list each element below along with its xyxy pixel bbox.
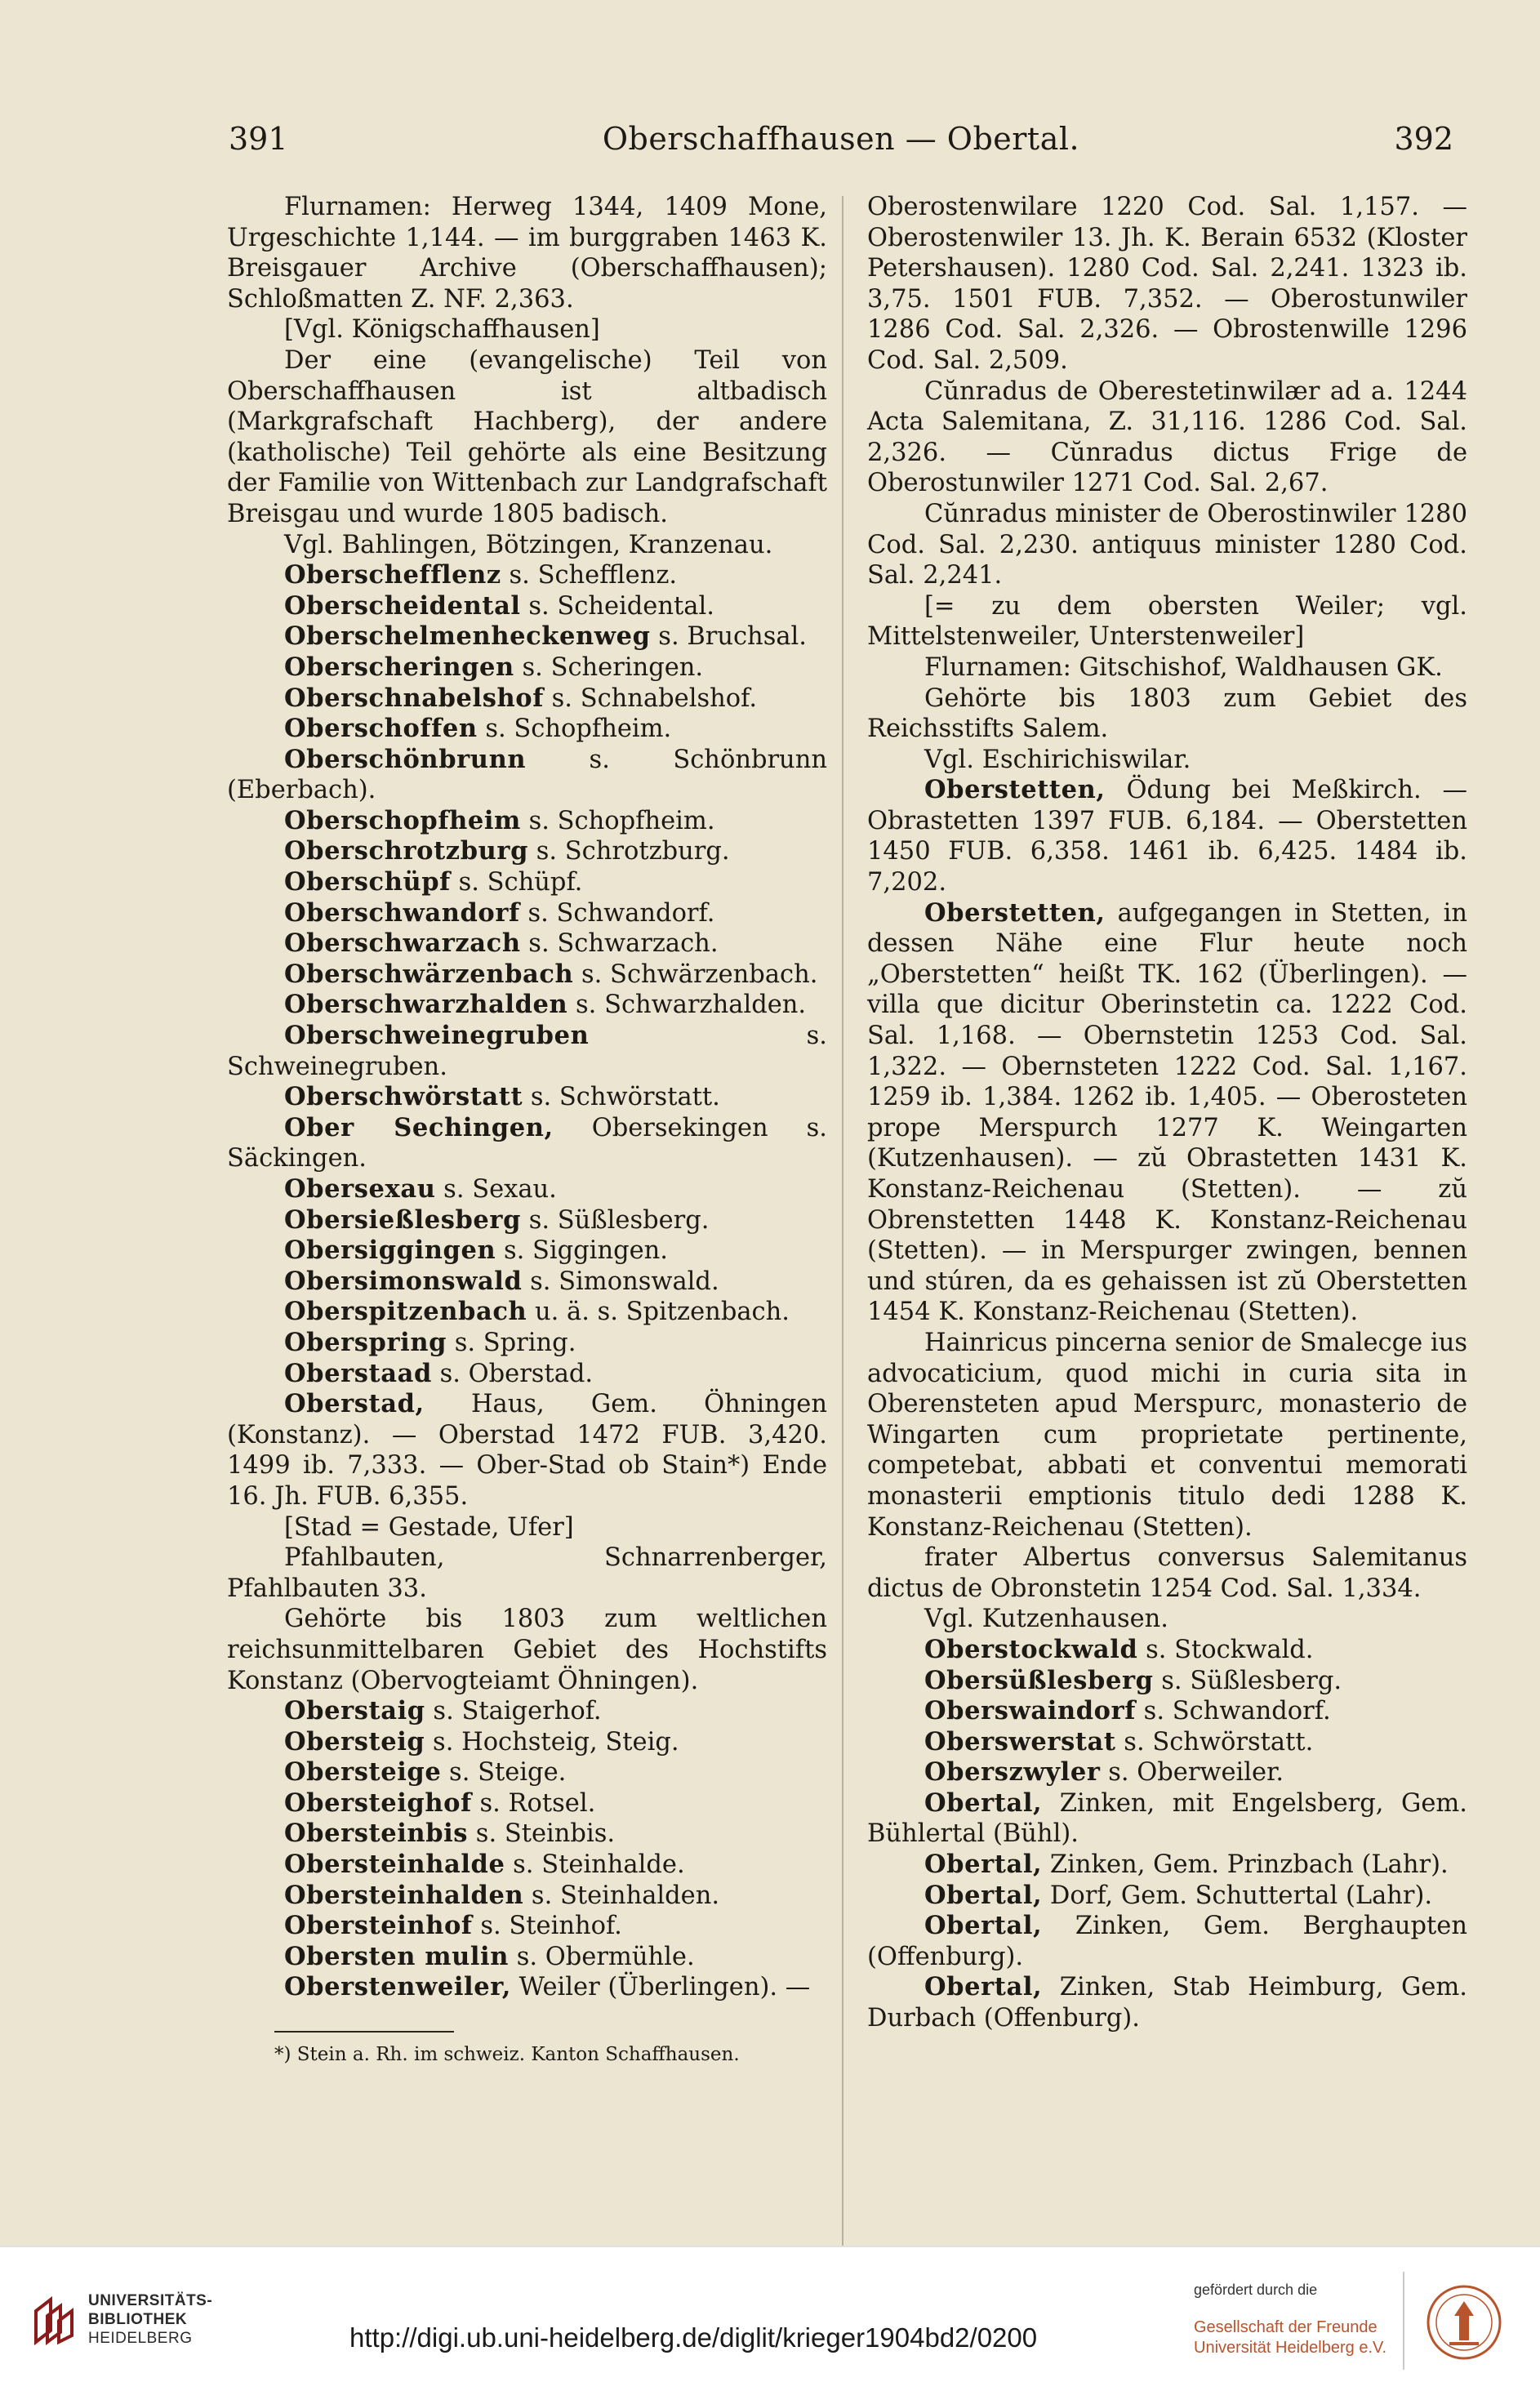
crossref-entry	[227, 1911, 827, 1942]
right-crossref-list	[867, 1635, 1467, 2034]
crossref-target: s. Schweinegruben.	[227, 1022, 827, 1081]
crossref-entry	[227, 1021, 827, 1082]
headword: Obersteinhalde	[284, 1850, 505, 1880]
crossref-target: s. Schnabelshof.	[543, 683, 758, 713]
crossref-target: s. Siggingen.	[496, 1236, 668, 1266]
headword: Oberstetten,	[924, 897, 1106, 928]
crossref-entry	[227, 1727, 827, 1758]
headword: Obertal,	[924, 1911, 1043, 1941]
crossref-target: s. Staigerhof.	[425, 1697, 602, 1726]
cunradus-paragraph-2: Cŭnradus minister de Oberostinwiler 1280 Cod. Sal. 2,230. antiquus minister 1280 Cod. Sal. 2,241.	[867, 499, 1467, 590]
crossref-entry	[227, 1359, 827, 1390]
crossref-target: s. Stockwald.	[1137, 1635, 1314, 1664]
crossref-target: s. Schüpf.	[450, 868, 583, 897]
crossref-target: s. Schefflenz.	[501, 561, 678, 590]
crossref-entry	[227, 1972, 827, 2003]
headword: Obersteinbis	[284, 1819, 469, 1849]
crossref-target: s. Schwärzenbach.	[573, 960, 818, 989]
vgl-kutzenhausen: Vgl. Kutzenhausen.	[924, 1605, 1168, 1634]
entry-oberstetten-1	[867, 775, 1467, 897]
crossref-target: s. Schwörstatt.	[1115, 1727, 1314, 1757]
university-seal-icon	[1425, 2283, 1503, 2362]
headword: Obertal,	[924, 1880, 1043, 1910]
crossref-entry	[867, 1850, 1467, 1881]
hainricus-paragraph: Hainricus pincerna senior de Smalecge ius advocaticium, quod michi in curia sita in Oberensteten apud Merspurc, monasterio de Wingarten cum proprietate pertinente, competebat, abbati et conventui memorati monasterii emptionis titulo dedi 1288 K. Konstanz-Reichenau (Stetten).	[867, 1328, 1467, 1542]
entry-oberstetten-2	[867, 898, 1467, 1328]
crossref-entry	[227, 652, 827, 683]
headword: Obersüßlesberg	[924, 1665, 1154, 1695]
crossref-target: s. Schönbrunn (Eberbach).	[227, 745, 827, 805]
crossref-target: s. Steinbis.	[468, 1819, 616, 1849]
crossref-entry	[227, 1881, 827, 1912]
crossref-target: s. Simonswald.	[522, 1267, 719, 1296]
crossref-entry	[227, 1942, 827, 1973]
crossref-entry	[867, 1666, 1467, 1697]
crossref-target: s. Schopfheim.	[520, 806, 715, 835]
headword: Oberschwärzenbach	[284, 959, 574, 989]
crossref-target: s. Oberweiler.	[1100, 1758, 1284, 1788]
crossref-entry	[227, 714, 827, 745]
headword: Oberschoffen	[284, 714, 478, 744]
headword: Oberspitzenbach	[284, 1297, 527, 1327]
crossref-target: s. Obermühle.	[509, 1942, 695, 1971]
crossref-entry	[227, 1696, 827, 1727]
vgl-bahlingen: Vgl. Bahlingen, Bötzingen, Kranzenau.	[284, 530, 773, 559]
vgl-koenigschaffhausen: [Vgl. Königschaffhausen]	[284, 315, 600, 345]
crossref-target: Dorf, Gem. Schuttertal (Lahr).	[1042, 1881, 1433, 1910]
left-column	[227, 192, 827, 2067]
viewer-footer	[0, 2246, 1540, 2391]
crossref-entry	[227, 1850, 827, 1881]
footer-divider	[1403, 2272, 1404, 2370]
flurnamen-paragraph-2: Flurnamen: Gitschishof, Waldhausen GK.	[924, 652, 1443, 682]
permalink-url[interactable]: http://digi.ub.uni-heidelberg.de/diglit/krieger1904bd2/0200	[349, 2322, 1038, 2353]
crossref-entry	[227, 591, 827, 622]
crossref-target: s. Schwandorf.	[519, 898, 715, 928]
sponsor-name-line-1: Gesellschaft der Freunde	[1194, 2318, 1378, 2336]
left-crossref-list	[227, 560, 827, 1389]
headword: Obersießlesberg	[284, 1204, 521, 1235]
sponsor-note: gefördert durch die	[1194, 2282, 1318, 2298]
crossref-target: s. Steinhalden.	[523, 1881, 720, 1910]
headword: Obersteinhalden	[284, 1880, 524, 1910]
headword: Oberspring	[284, 1327, 447, 1357]
etymology-note: [= zu dem obersten Weiler; vgl. Mittelstenweiler, Unterstenweiler]	[867, 591, 1467, 652]
headword: Obersiggingen	[284, 1236, 496, 1266]
crossref-target: s. Sexau.	[435, 1175, 557, 1204]
flurnamen-paragraph: Flurnamen: Herweg 1344, 1409 Mone, Urgeschichte 1,144. — im burggraben 1463 K. Breisgauer Archive (Oberschaffhausen); Schloßmatten Z. NF. 2,363.	[227, 193, 827, 314]
headword: Oberschopfheim	[284, 805, 521, 835]
crossref-entry	[867, 1727, 1467, 1758]
university-library-logo-icon	[33, 2296, 75, 2345]
crossref-entry	[867, 1696, 1467, 1727]
crossref-entry	[867, 1911, 1467, 1972]
running-head	[229, 114, 1453, 163]
headword: Oberschüpf	[284, 867, 451, 897]
sponsor-name	[1194, 2318, 1406, 2358]
headword: Oberschelmenheckenweg	[284, 621, 651, 652]
crossref-entry	[227, 928, 827, 960]
headword: Oberstockwald	[924, 1634, 1138, 1664]
crossref-entry	[227, 1236, 827, 1267]
headword: Oberschnabelshof	[284, 683, 544, 713]
headword: Oberscheringen	[284, 652, 514, 682]
crossref-target: Zinken, mit Engelsberg, Gem. Bühlertal (Bühl).	[867, 1788, 1467, 1849]
crossref-entry	[227, 806, 827, 837]
crossref-entry	[227, 683, 827, 715]
headword: Oberschwarzhalden	[284, 990, 568, 1020]
crossref-target: s. Oberstad.	[431, 1359, 594, 1388]
crossref-target: s. Steinhalde.	[505, 1850, 685, 1880]
crossref-target: s. Scheidental.	[520, 591, 714, 621]
crossref-entry	[867, 1972, 1467, 2033]
headword: Oberschönbrunn	[284, 744, 527, 774]
crossref-entry	[227, 1267, 827, 1298]
vgl-eschirichiswilar: Vgl. Eschirichiswilar.	[924, 745, 1191, 774]
stad-gestade-note: [Stad = Gestade, Ufer]	[284, 1512, 574, 1542]
crossref-target: s. Süßlesberg.	[1153, 1666, 1342, 1695]
headword: Obersteige	[284, 1757, 442, 1788]
headword: Oberschwandorf	[284, 897, 520, 928]
headword: Oberschwörstatt	[284, 1082, 523, 1112]
crossref-entry	[867, 1635, 1467, 1666]
headword: Oberschefflenz	[284, 560, 501, 590]
crossref-entry	[227, 745, 827, 806]
crossref-target: s. Süßlesberg.	[521, 1205, 710, 1235]
headword: Oberszwyler	[924, 1757, 1101, 1788]
headword: Obersteighof	[284, 1788, 472, 1818]
crossref-entry	[867, 1757, 1467, 1788]
crossref-target: s. Steige.	[441, 1758, 567, 1788]
oberstenweiler-continuation: Oberostenwilare 1220 Cod. Sal. 1,157. — Oberostenwiler 13. Jh. K. Berain 6532 (Kloster Petershausen). 1280 Cod. Sal. 2,241. 1323 ib. 3,75. 1501 FUB. 7,352. — Oberostunwiler 1286 Cod. Sal. 2,326. — Obrostenwille 1296 Cod. Sal. 2,509.	[867, 193, 1467, 375]
crossref-entry	[227, 1174, 827, 1205]
crossref-target: s. Schwarzhalden.	[567, 991, 807, 1020]
entry-text: aufgegangen in Stetten, in dessen Nähe eine Flur heute noch „Oberstetten“ heißt TK. 162 (Überlingen). — villa que dicitur Oberinstetin ca. 1222 Cod. Sal. 1,168. — Obernstetin 1253 Cod. Sal. 1,322. — Obernsteten 1222 Cod. Sal. 1,167. 1259 ib. 1,384. 1262 ib. 1,405. — Oberosteten prope Merspurch 1277 K. Weingarten (Kutzenhausen). — zŭ Obrastetten 1431 K. Konstanz-Reichenau (Stetten). — zŭ Obrenstetten 1448 K. Konstanz-Reichenau (Stetten). — in Merspurger zwingen, bennen und stúren, da es gehaissen ist zŭ Oberstetten 1454 K. Konstanz-Reichenau (Stetten).	[867, 898, 1467, 1327]
running-title: Oberschaffhausen — Obertal.	[602, 121, 1080, 157]
headword: Obersten mulin	[284, 1941, 510, 1971]
headword: Oberstaad	[284, 1358, 432, 1388]
headword: Oberswaindorf	[924, 1696, 1136, 1726]
crossref-entry	[227, 1819, 827, 1850]
library-name-line-3: HEIDELBERG	[88, 2330, 193, 2347]
crossref-entry	[227, 1328, 827, 1359]
crossref-target: s. Schopfheim.	[477, 715, 672, 744]
crossref-target: s. Schwörstatt.	[523, 1083, 720, 1112]
headword: Ober Sechingen,	[284, 1112, 554, 1142]
crossref-target: s. Steinhof.	[472, 1912, 622, 1941]
headword: Oberschwarzach	[284, 928, 521, 959]
crossref-target: s. Schwandorf.	[1135, 1697, 1331, 1726]
headword: Oberstetten,	[924, 775, 1106, 805]
entry-text: Haus, Gem. Öhningen (Konstanz). — Oberstad 1472 FUB. 3,420. 1499 ib. 7,333. — Ober-Stad ob Stain*) Ende 16. Jh. FUB. 6,355.	[227, 1390, 827, 1511]
headword: Obertal,	[924, 1788, 1043, 1818]
crossref-entry	[227, 960, 827, 991]
cunradus-paragraph-1: Cŭnradus de Oberestetinwilær ad a. 1244 Acta Salemitana, Z. 31,116. 1286 Cod. Sal. 2,326. — Cŭnradus dictus Frige de Oberostunwiler 1271 Cod. Sal. 2,67.	[867, 376, 1467, 498]
column-divider	[842, 196, 843, 2262]
pfahlbauten-reference: Pfahlbauten, Schnarrenberger, Pfahlbauten 33.	[227, 1543, 827, 1603]
headword: Obersexau	[284, 1174, 436, 1204]
right-page-number: 392	[1394, 121, 1453, 157]
gehoerte-konstanz: Gehörte bis 1803 zum weltlichen reichsunmittelbaren Gebiet des Hochstifts Konstanz (Obervogteiamt Öhningen).	[227, 1605, 827, 1695]
university-library-name	[88, 2291, 251, 2348]
crossref-entry	[227, 1788, 827, 1819]
crossref-entry	[227, 867, 827, 898]
entry-oberstad	[227, 1389, 827, 1512]
crossref-entry	[867, 1881, 1467, 1912]
gehoerte-salem: Gehörte bis 1803 zum Gebiet des Reichsstifts Salem.	[867, 683, 1467, 744]
crossref-entry	[227, 1297, 827, 1328]
crossref-target: Weiler (Überlingen). —	[510, 1973, 811, 2002]
crossref-target: s. Rotsel.	[471, 1788, 596, 1818]
headword: Oberschweinegruben	[284, 1021, 590, 1051]
library-name-line-2: BIBLIOTHEK	[88, 2311, 188, 2328]
crossref-entry	[227, 621, 827, 652]
crossref-entry	[867, 1788, 1467, 1850]
crossref-target: s. Schrotzburg.	[528, 837, 730, 866]
footnote-rule	[274, 2031, 454, 2033]
headword: Oberstad,	[284, 1389, 425, 1419]
crossref-entry	[227, 990, 827, 1021]
crossref-target: s. Schwarzach.	[520, 929, 719, 959]
crossref-target: Zinken, Gem. Berghaupten (Offenburg).	[867, 1912, 1467, 1971]
headword: Obersteinhof	[284, 1911, 473, 1941]
crossref-entry	[227, 1113, 827, 1174]
footnote: *) Stein a. Rh. im schweiz. Kanton Schaffhausen.	[274, 2044, 740, 2066]
crossref-target: s. Hochsteig, Steig.	[425, 1727, 679, 1757]
headword: Obertal,	[924, 1850, 1043, 1880]
crossref-entry	[227, 836, 827, 867]
crossref-entry	[227, 1757, 827, 1788]
history-paragraph: Der eine (evangelische) Teil von Oberschaffhausen ist altbadisch (Markgrafschaft Hachberg), der andere (katholische) Teil gehörte als eine Besitzung der Familie von Wittenbach zur Landgrafschaft Breisgau und wurde 1805 badisch.	[227, 345, 827, 528]
right-column	[867, 192, 1467, 2034]
headword: Oberswerstat	[924, 1726, 1116, 1757]
sponsor-name-line-2: Universität Heidelberg e.V.	[1194, 2339, 1387, 2357]
crossref-target: s. Spring.	[447, 1328, 576, 1357]
frater-paragraph: frater Albertus conversus Salemitanus dictus de Obronstetin 1254 Cod. Sal. 1,334.	[867, 1543, 1467, 1603]
entry-text: Ödung bei Meßkirch. — Obrastetten 1397 FUB. 6,184. — Oberstetten 1450 FUB. 6,358. 1461 ib. 6,425. 1484 ib. 7,202.	[867, 776, 1467, 897]
left-crossref-list-2	[227, 1696, 827, 2003]
crossref-entry	[227, 898, 827, 929]
headword: Oberschrotzburg	[284, 836, 529, 866]
crossref-target: Zinken, Gem. Prinzbach (Lahr).	[1042, 1850, 1449, 1880]
headword: Obersimonswald	[284, 1266, 523, 1296]
headword: Oberstenweiler,	[284, 1972, 511, 2002]
crossref-target: u. ä. s. Spitzenbach.	[527, 1298, 790, 1327]
headword: Obersteig	[284, 1726, 425, 1757]
library-name-line-1: UNIVERSITÄTS-	[88, 2292, 213, 2309]
crossref-target: s. Scheringen.	[514, 652, 704, 682]
crossref-target: Obersekingen s. Säckingen.	[227, 1113, 827, 1173]
headword: Oberstaig	[284, 1696, 425, 1726]
headword: Oberscheidental	[284, 590, 521, 621]
crossref-entry	[227, 1082, 827, 1113]
crossref-entry	[227, 1205, 827, 1236]
crossref-entry	[227, 560, 827, 591]
crossref-target: s. Bruchsal.	[650, 622, 807, 652]
headword: Obertal,	[924, 1972, 1043, 2002]
left-page-number: 391	[229, 121, 288, 157]
crossref-target: Zinken, Stab Heimburg, Gem. Durbach (Offenburg).	[867, 1973, 1467, 2033]
